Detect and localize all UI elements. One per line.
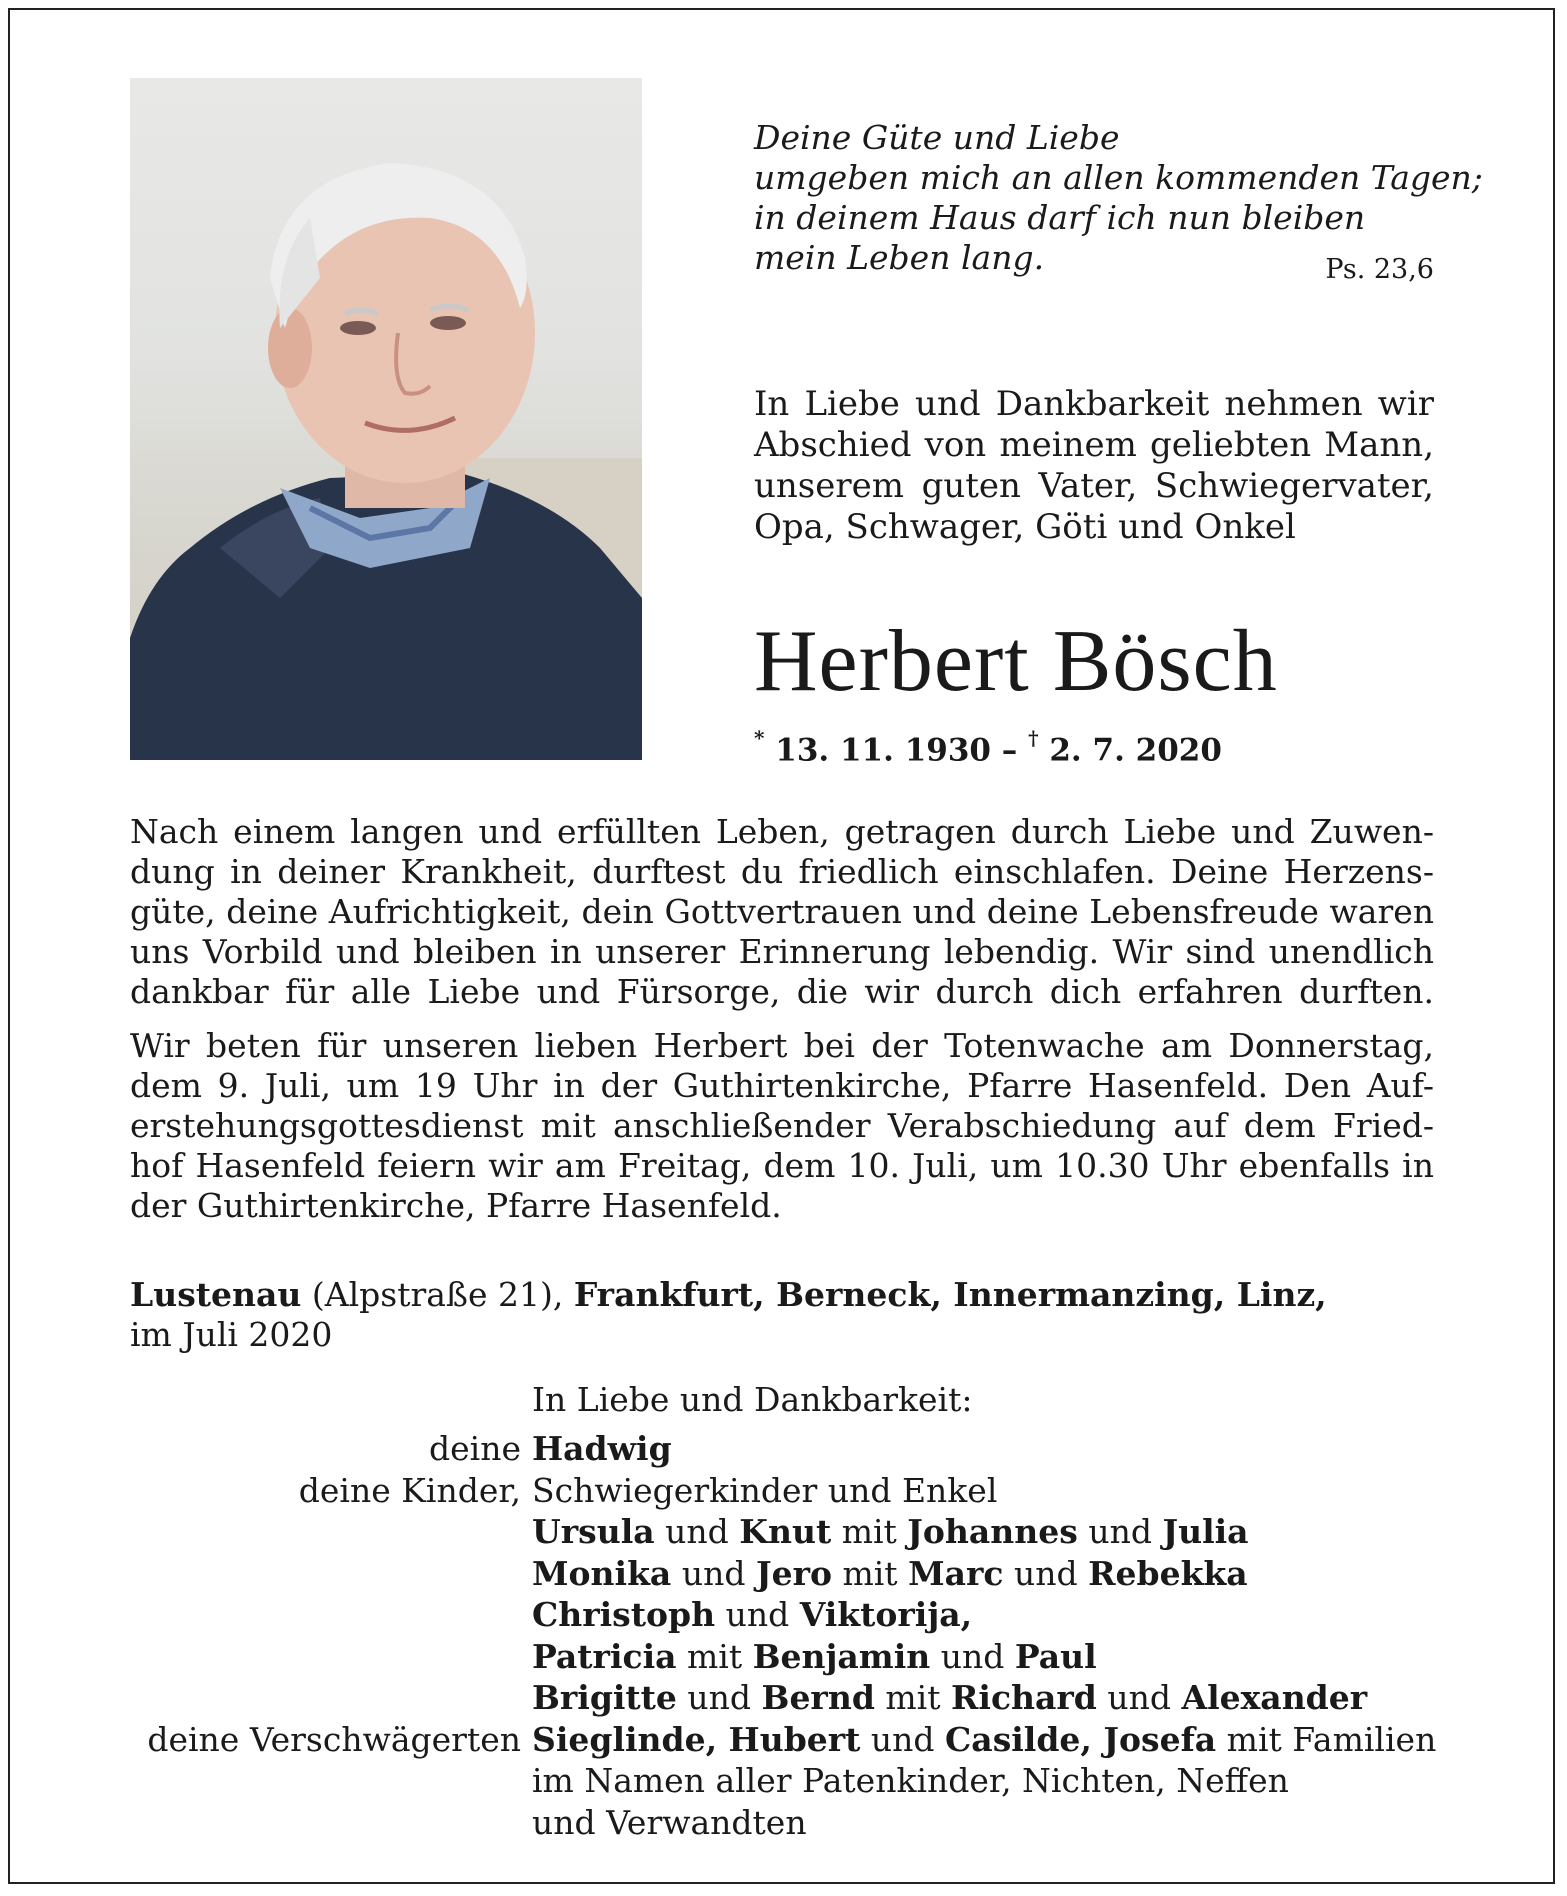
family-member-name: Casilde, Josefa xyxy=(945,1719,1217,1759)
intro-line: In Liebe und Dankbarkeit nehmen wir xyxy=(754,384,1434,424)
place-others: Frankfurt, Berneck, Innermanzing, Linz, xyxy=(573,1275,1327,1314)
paragraph-line: dung in deiner Krankheit, durftest du friedlich einschlafen. Deine Herzens- xyxy=(130,852,1434,891)
signature-names xyxy=(532,1677,1367,1719)
signature-names xyxy=(532,1470,997,1512)
family-member-name: Brigitte xyxy=(532,1678,677,1717)
signature-text: und xyxy=(654,1512,740,1551)
family-member-name: Johannes xyxy=(907,1512,1078,1551)
signature-row xyxy=(0,1470,1567,1512)
obituary-paragraph-1 xyxy=(130,812,1434,1012)
paragraph-line: uns Vorbild und bleiben in unserer Erinnerung lebendig. Wir sind unendlich xyxy=(130,932,1434,971)
signature-names xyxy=(532,1594,972,1636)
verse-reference: Ps. 23,6 xyxy=(1325,254,1434,285)
signature-names xyxy=(532,1802,807,1844)
signature-relation: deine xyxy=(429,1429,521,1468)
verse-line: Deine Güte und Liebe xyxy=(754,118,1120,157)
family-member-name: Hadwig xyxy=(532,1429,672,1468)
paragraph-line: dem 9. Juli, um 19 Uhr in der Guthirtenkirche, Pfarre Hasenfeld. Den Auf- xyxy=(130,1066,1434,1105)
signature-row xyxy=(0,1719,1567,1761)
death-symbol: † xyxy=(1028,726,1039,750)
family-member-name: Ursula xyxy=(532,1512,655,1551)
family-member-name: Monika xyxy=(532,1553,672,1593)
signature-text: und xyxy=(1003,1553,1089,1593)
verse-line: mein Leben lang. xyxy=(754,238,1045,277)
signature-text: Schwiegerkinder und Enkel xyxy=(532,1470,998,1510)
paragraph-line: der Guthirtenkirche, Pfarre Hasenfeld. xyxy=(130,1186,782,1225)
death-date: 2. 7. 2020 xyxy=(1049,732,1222,769)
signature-text: mit xyxy=(831,1553,909,1593)
signature-text: im Namen aller Patenkinder, Nichten, Neffen xyxy=(532,1761,1289,1800)
signature-row xyxy=(0,1802,1567,1844)
signature-row xyxy=(0,1677,1567,1719)
signature-names xyxy=(532,1760,1289,1802)
birth-date: 13. 11. 1930 xyxy=(775,732,991,769)
signature-row xyxy=(0,1511,1567,1553)
paragraph-line: Nach einem langen und erfüllten Leben, getragen durch Liebe und Zuwen- xyxy=(130,812,1434,851)
signature-row xyxy=(0,1428,1567,1470)
paragraph-line: hof Hasenfeld feiern wir am Freitag, dem 10. Juli, um 10.30 Uhr ebenfalls in xyxy=(130,1146,1434,1185)
signature-text: mit xyxy=(874,1678,951,1717)
intro-line: unserem guten Vater, Schwiegervater, xyxy=(754,466,1434,506)
signature-row xyxy=(0,1760,1567,1802)
birth-symbol: * xyxy=(754,726,765,750)
verse-line: in deinem Haus darf ich nun bleiben xyxy=(754,198,1366,237)
family-member-name: Alexander xyxy=(1181,1678,1368,1717)
family-member-name: Paul xyxy=(1014,1636,1097,1676)
signature-row xyxy=(0,1553,1567,1595)
intro-line: Abschied von meinem geliebten Mann, xyxy=(754,425,1434,465)
family-member-name: Christoph xyxy=(532,1595,716,1634)
place-address: (Alpstraße 21), xyxy=(301,1275,574,1314)
signature-text: und xyxy=(1077,1512,1163,1551)
family-member-name: Richard xyxy=(950,1678,1097,1717)
signature-text: und xyxy=(860,1719,946,1759)
paragraph-line: güte, deine Aufrichtigkeit, dein Gottvertrauen und deine Lebensfreude waren xyxy=(130,892,1434,931)
signature-list xyxy=(0,1428,1567,1843)
signature-names xyxy=(532,1511,1249,1553)
family-member-name: Patricia xyxy=(532,1636,677,1676)
place-main: Lustenau xyxy=(130,1275,302,1314)
publication-date: im Juli 2020 xyxy=(130,1315,333,1354)
paragraph-line: erstehungsgottesdienst mit anschließender Verabschiedung auf dem Fried- xyxy=(130,1106,1434,1145)
signature-text: und xyxy=(930,1636,1015,1676)
family-member-name: Sieglinde, Hubert xyxy=(532,1719,861,1759)
family-member-name: Bernd xyxy=(761,1678,875,1717)
signature-text: und xyxy=(671,1553,756,1593)
deceased-name: Herbert Bösch xyxy=(754,613,1278,710)
signature-text: mit xyxy=(831,1512,908,1551)
paragraph-line: dankbar für alle Liebe und Fürsorge, die wir durch dich erfahren durften. xyxy=(130,972,1434,1011)
family-member-name: Benjamin xyxy=(752,1636,931,1676)
signature-text: und xyxy=(1096,1678,1182,1717)
signature-text: und xyxy=(676,1678,762,1717)
portrait-photo xyxy=(130,78,642,760)
paragraph-line: Wir beten für unseren lieben Herbert bei der Totenwache am Donnerstag, xyxy=(130,1026,1434,1065)
signature-names xyxy=(532,1636,1097,1678)
signature-relation: deine Verschwägerten xyxy=(147,1719,521,1759)
family-member-name: Rebekka xyxy=(1088,1553,1248,1593)
bible-verse xyxy=(754,118,1483,285)
intro-text xyxy=(754,384,1434,548)
signature-text: und xyxy=(715,1595,800,1634)
signature-names xyxy=(532,1553,1248,1595)
obituary-paragraph-2 xyxy=(130,1026,1434,1226)
family-member-name: Viktorija, xyxy=(799,1595,973,1634)
signature-text: und Verwandten xyxy=(532,1802,807,1842)
signature-row xyxy=(0,1594,1567,1636)
intro-line: Opa, Schwager, Göti und Onkel xyxy=(754,507,1296,547)
signature-names xyxy=(532,1428,672,1470)
family-member-name: Knut xyxy=(739,1512,832,1551)
family-member-name: Julia xyxy=(1162,1512,1249,1551)
date-separator: – xyxy=(1001,732,1018,769)
signature-text: mit xyxy=(676,1636,753,1676)
life-dates xyxy=(754,726,1222,769)
signature-relation: deine Kinder, xyxy=(298,1470,521,1510)
signature-row xyxy=(0,1636,1567,1678)
signature-text: mit Familien xyxy=(1216,1719,1437,1759)
verse-line: umgeben mich an allen kommenden Tagen; xyxy=(754,158,1483,197)
signature-heading: In Liebe und Dankbarkeit: xyxy=(532,1380,973,1419)
family-member-name: Marc xyxy=(908,1553,1004,1593)
family-member-name: Jero xyxy=(755,1553,832,1593)
places-and-date xyxy=(130,1275,1327,1355)
signature-names xyxy=(532,1719,1436,1761)
